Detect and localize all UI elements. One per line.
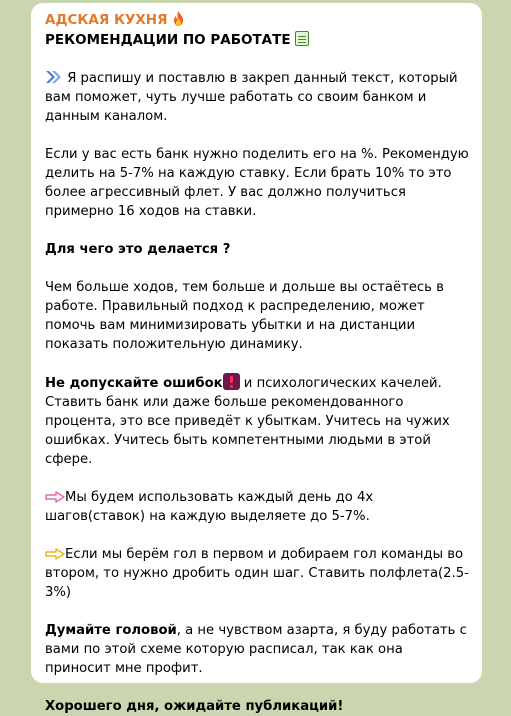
yellow-arrow-icon xyxy=(45,548,65,560)
channel-name-text: АДСКАЯ КУХНЯ xyxy=(45,12,168,28)
channel-name[interactable] xyxy=(45,10,470,30)
bank-paragraph: Если у вас есть банк нужно поделить его на %. Рекомендую делить на 5-7% на каждую ставку. Если брать 10% то это более агрессивный флет. У вас должно получиться примерно 16 ходов на ставки. xyxy=(45,147,469,219)
mistakes-bold-text: Не допускайте ошибок xyxy=(45,376,223,391)
memo-icon xyxy=(295,31,309,46)
head-text: , а не чувством азарта, я буду работать с вами по этой схеме которую расписал, так как она приносит мне профит. xyxy=(45,623,467,676)
post-title xyxy=(45,30,470,50)
steps-text: Мы будем использовать каждый день до 4х шагов(ставок) на каждую выделяете до 5-7%. xyxy=(45,490,374,524)
head-paragraph xyxy=(45,621,470,678)
intro-text: Я распишу и поставлю в закреп данный текст, который вам поможет, чуть лучше работать со своим банком и данным каналом. xyxy=(45,71,458,124)
message-bubble xyxy=(31,3,482,714)
why-heading: Для чего это делается ? xyxy=(45,242,231,257)
blue-double-arrow-icon xyxy=(45,70,63,84)
why-paragraph: Чем больше ходов, тем больше и дольше вы остаётесь в работе. Правильный подход к распределению, может помочь вам минимизировать убытки и на дистанции показать положительную динамику. xyxy=(45,280,444,352)
fire-icon xyxy=(172,11,185,26)
closing-line: Хорошего дня, ожидайте публикаций! xyxy=(45,699,344,714)
mistakes-text: и психологических качелей. Ставить банк или даже больше рекомендованного процента, это все приведёт к убыткам. Учитесь на чужих ошибках. Учитесь быть компетентными людьми в этой сфере. xyxy=(45,376,450,467)
goal-text: Если мы берём гол в первом и добираем гол команды во втором, то нужно дробить один шаг. Ставить полфлета(2.5-3%) xyxy=(45,547,469,600)
pink-arrow-icon xyxy=(45,491,65,503)
post-title-text: РЕКОМЕНДАЦИИ ПО РАБОТАТЕ xyxy=(45,32,291,48)
exclamation-icon xyxy=(223,373,240,390)
mistakes-paragraph xyxy=(45,373,470,469)
head-bold-text: Думайте головой xyxy=(45,623,177,638)
intro-paragraph xyxy=(45,69,470,126)
goal-paragraph xyxy=(45,545,470,602)
steps-paragraph xyxy=(45,488,470,526)
